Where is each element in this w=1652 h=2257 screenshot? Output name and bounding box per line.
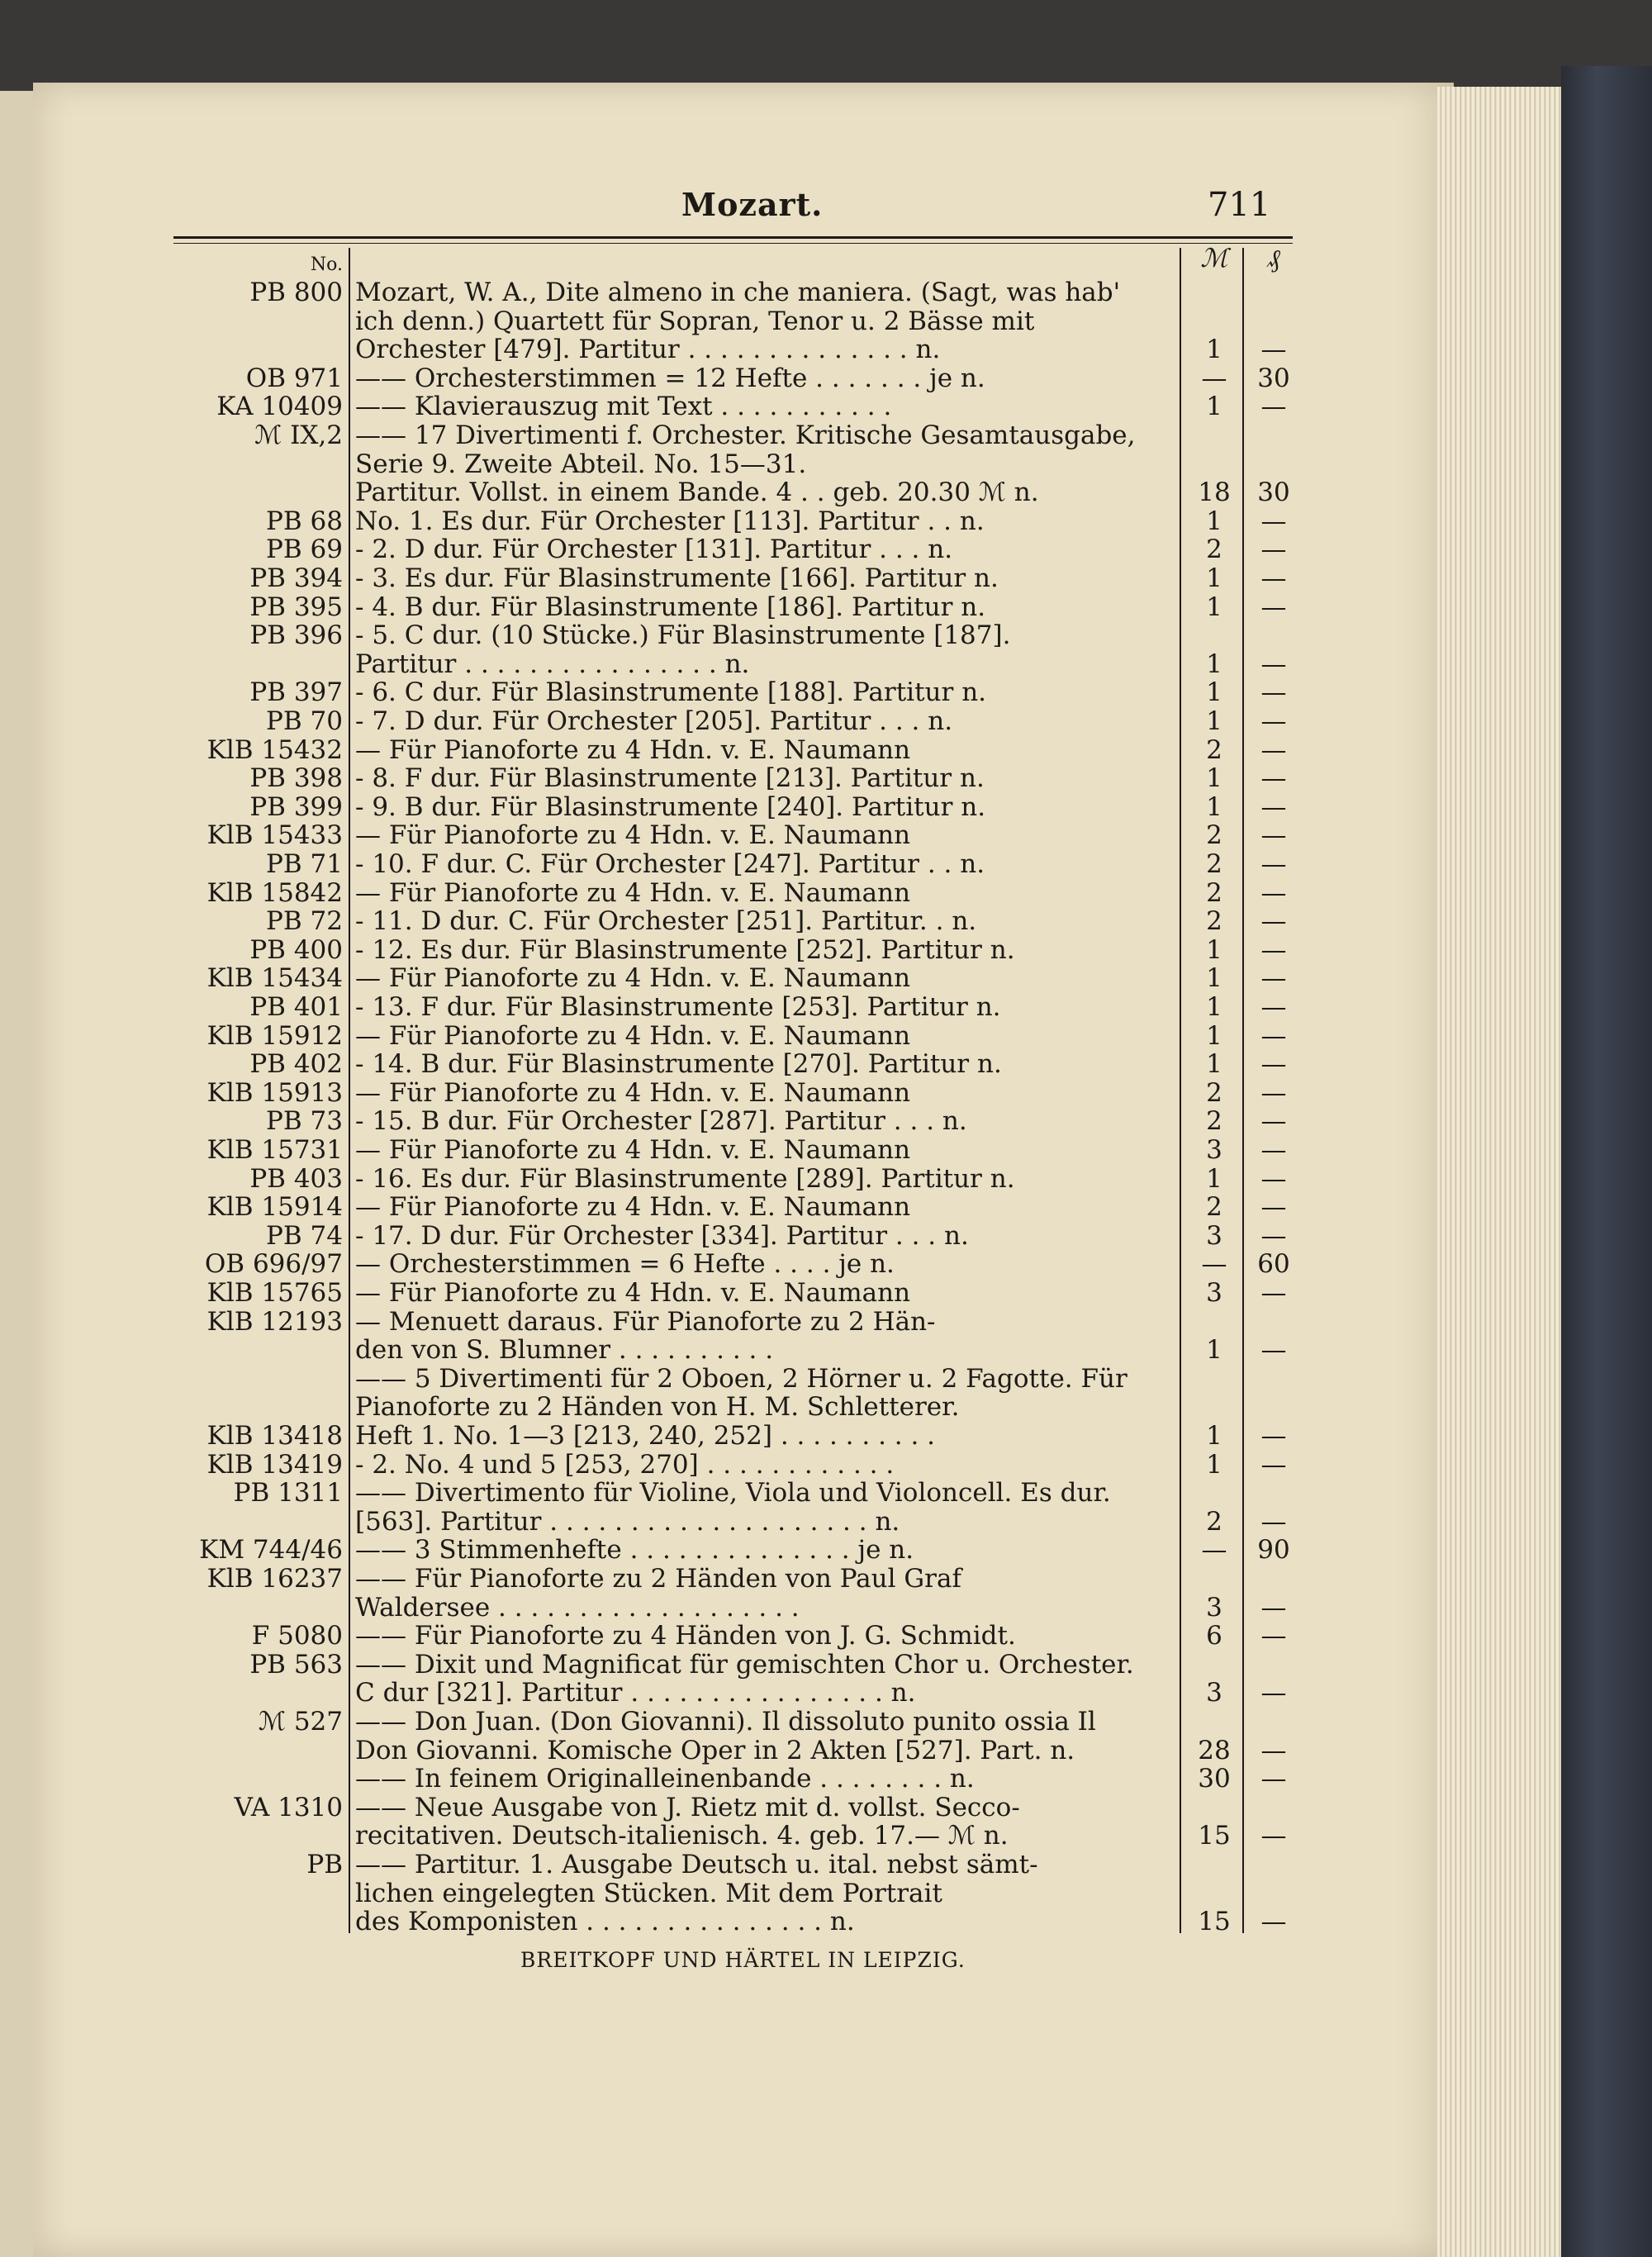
entry-text: Orchester [479]. Partitur . . . . . . . . . . . . . . n. (355, 335, 941, 364)
entry-price-pfennig: — (1260, 1021, 1287, 1051)
entry-price-pfennig (1241, 1793, 1307, 1822)
entry-price-mark: 30 (1198, 1764, 1231, 1794)
column-divider-no (349, 248, 350, 1933)
entry-text: recitativen. Deutsch-italienisch. 4. geb. 17.— ℳ n. (355, 1821, 1009, 1851)
entry-text: —— Klavierauszug mit Text . . . . . . . . . . . (355, 392, 892, 421)
entry-number: KA 10409 (216, 392, 343, 421)
entry-price-mark: 1 (1206, 992, 1222, 1022)
entry-price-pfennig (1241, 1307, 1307, 1337)
entry-number: PB 395 (249, 592, 343, 622)
entry-number: KlB 15913 (206, 1078, 343, 1108)
entry-number: KlB 15842 (206, 878, 343, 908)
entry-price-pfennig: — (1260, 935, 1287, 965)
column-header-no: No. (310, 254, 343, 275)
entry-price-pfennig: 30 (1257, 363, 1290, 393)
entry-number: KlB 15914 (206, 1192, 343, 1222)
entry-price-pfennig: — (1260, 1135, 1287, 1165)
entry-text: - 2. D dur. Für Orchester [131]. Partitur . . . n. (355, 535, 953, 564)
entry-number: PB 401 (249, 992, 343, 1022)
entry-price-pfennig (1241, 278, 1307, 307)
entry-number (169, 478, 343, 507)
entry-text: —— Orchesterstimmen = 12 Hefte . . . . . . . je n. (355, 363, 985, 393)
left-page-edge (0, 91, 33, 2257)
entry-text: Don Giovanni. Komische Oper in 2 Akten [527]. Part. n. (355, 1736, 1075, 1765)
entry-price-mark: 15 (1198, 1907, 1231, 1936)
entry-number (169, 1335, 343, 1365)
entry-price-pfennig: — (1260, 535, 1287, 564)
entry-price-mark: 1 (1206, 506, 1222, 536)
entry-price-mark: 2 (1206, 1192, 1222, 1222)
entry-number: PB 396 (249, 620, 343, 650)
entry-text: — Für Pianoforte zu 4 Hdn. v. E. Naumann (355, 1192, 911, 1222)
entry-number (169, 649, 343, 679)
entry-price-mark: 15 (1198, 1821, 1231, 1851)
entry-number (169, 1392, 343, 1422)
column-header-mark: ℳ (1200, 244, 1228, 273)
page-stack-edges (1437, 87, 1561, 2257)
entry-price-mark: 1 (1206, 1335, 1222, 1365)
entry-number: PB 72 (266, 906, 343, 936)
entry-text: Pianoforte zu 2 Händen von H. M. Schletterer. (355, 1392, 960, 1422)
entry-text: - 7. D dur. Für Orchester [205]. Partitur . . . n. (355, 706, 953, 736)
entry-text: - 6. C dur. Für Blasinstrumente [188]. Partitur n. (355, 677, 987, 707)
book-cover (1561, 66, 1652, 2257)
entry-price-mark: 6 (1206, 1621, 1222, 1651)
column-header-pf: ₰ (1267, 244, 1280, 273)
entry-price-pfennig: — (1260, 1678, 1287, 1708)
entry-text: - 10. F dur. C. Für Orchester [247]. Partitur . . n. (355, 849, 985, 879)
entry-text: —— 17 Divertimenti f. Orchester. Kritische Gesamtausgabe, (355, 421, 1136, 450)
entry-text: - 9. B dur. Für Blasinstrumente [240]. Partitur n. (355, 792, 986, 822)
entry-text: - 8. F dur. Für Blasinstrumente [213]. Partitur n. (355, 763, 985, 793)
entry-price-mark: 3 (1206, 1593, 1222, 1623)
entry-price-mark: 3 (1206, 1678, 1222, 1708)
entry-text: —— 5 Divertimenti für 2 Oboen, 2 Hörner u. 2 Fagotte. Für (355, 1364, 1127, 1394)
header-rule-thin (173, 243, 1293, 244)
entry-price-pfennig: — (1260, 1164, 1287, 1194)
entry-number (169, 1821, 343, 1851)
entry-text: - 12. Es dur. Für Blasinstrumente [252]. Partitur n. (355, 935, 1015, 965)
entry-price-pfennig: — (1260, 677, 1287, 707)
entry-number: VA 1310 (234, 1793, 343, 1822)
entry-price-pfennig: — (1260, 963, 1287, 993)
entry-price-mark: 2 (1206, 878, 1222, 908)
entry-text: Partitur. Vollst. in einem Bande. 4 . . geb. 20.30 ℳ n. (355, 478, 1039, 507)
entry-price-pfennig: — (1260, 1278, 1287, 1308)
entry-price-mark: 1 (1206, 1049, 1222, 1079)
entry-text: —— 3 Stimmenhefte . . . . . . . . . . . . . . je n. (355, 1535, 914, 1565)
entry-text: — Für Pianoforte zu 4 Hdn. v. E. Naumann (355, 1021, 911, 1051)
entry-text: Heft 1. No. 1—3 [213, 240, 252] . . . . . . . . . . (355, 1421, 936, 1451)
entry-price-mark: 1 (1206, 1164, 1222, 1194)
entry-number: KlB 13418 (206, 1421, 343, 1451)
entry-text: — Für Pianoforte zu 4 Hdn. v. E. Naumann (355, 878, 911, 908)
entry-text: — Menuett daraus. Für Pianoforte zu 2 Hän- (355, 1307, 936, 1337)
entry-price-mark: 1 (1206, 763, 1222, 793)
entry-text: —— Dixit und Magnificat für gemischten Chor u. Orchester. (355, 1650, 1134, 1680)
entry-price-mark: 1 (1206, 392, 1222, 421)
entry-text: C dur [321]. Partitur . . . . . . . . . . . . . . . . n. (355, 1678, 916, 1708)
entry-price-pfennig: — (1260, 649, 1287, 679)
entry-price-pfennig: — (1260, 735, 1287, 765)
entry-price-mark: — (1201, 1535, 1227, 1565)
page-number: 711 (1208, 186, 1271, 224)
entry-text: — Für Pianoforte zu 4 Hdn. v. E. Naumann (355, 963, 911, 993)
entry-price-pfennig: — (1260, 1049, 1287, 1079)
entry-price-pfennig: — (1260, 592, 1287, 622)
entry-text: —— Für Pianoforte zu 4 Händen von J. G. Schmidt. (355, 1621, 1016, 1651)
entry-number: PB 394 (249, 563, 343, 593)
entry-number: PB 70 (266, 706, 343, 736)
header-rule-thick (173, 236, 1293, 239)
entry-number (169, 1364, 343, 1394)
entry-price-pfennig: — (1260, 1821, 1287, 1851)
entry-number: PB 1311 (233, 1478, 343, 1508)
entry-price-pfennig: — (1260, 1593, 1287, 1623)
entry-price-mark: 1 (1206, 1021, 1222, 1051)
entry-price-pfennig: — (1260, 906, 1287, 936)
entry-number (169, 1879, 343, 1908)
entry-text: [563]. Partitur . . . . . . . . . . . . . . . . . . . . n. (355, 1507, 900, 1537)
entry-price-pfennig: — (1260, 335, 1287, 364)
entry-text: —— Don Juan. (Don Giovanni). Il dissoluto punito ossia Il (355, 1707, 1096, 1737)
entry-text: - 2. No. 4 und 5 [253, 270] . . . . . . . . . . . . (355, 1450, 895, 1480)
entry-number: KlB 15765 (206, 1278, 343, 1308)
entry-text: - 11. D dur. C. Für Orchester [251]. Partitur. . n. (355, 906, 977, 936)
entry-number: PB 402 (249, 1049, 343, 1079)
entry-price-pfennig: 30 (1257, 478, 1290, 507)
entry-number (169, 1678, 343, 1708)
entry-price-pfennig (1241, 1707, 1307, 1737)
entry-price-pfennig (1241, 1564, 1307, 1594)
entry-price-pfennig (1241, 1879, 1307, 1908)
entry-number: OB 971 (245, 363, 343, 393)
entry-text: - 5. C dur. (10 Stücke.) Für Blasinstrumente [187]. (355, 620, 1011, 650)
entry-price-pfennig: 90 (1257, 1535, 1290, 1565)
entry-price-pfennig (1241, 449, 1307, 479)
entry-price-mark: 2 (1206, 820, 1222, 850)
entry-text: - 3. Es dur. Für Blasinstrumente [166]. Partitur n. (355, 563, 999, 593)
entry-number: KlB 16237 (206, 1564, 343, 1594)
entry-number: PB 403 (249, 1164, 343, 1194)
entry-text: — Für Pianoforte zu 4 Hdn. v. E. Naumann (355, 1135, 911, 1165)
entry-price-mark: 2 (1206, 535, 1222, 564)
entry-number: OB 696/97 (204, 1249, 343, 1279)
entry-number: PB 563 (249, 1650, 343, 1680)
entry-number: KlB 15433 (206, 820, 343, 850)
entry-number: PB 73 (266, 1106, 343, 1136)
entry-text: — Orchesterstimmen = 6 Hefte . . . . je n. (355, 1249, 895, 1279)
entry-price-mark: 1 (1206, 935, 1222, 965)
entry-number: PB 400 (249, 935, 343, 965)
entry-price-pfennig: — (1260, 706, 1287, 736)
entry-price-pfennig: — (1260, 1621, 1287, 1651)
entry-text: — Für Pianoforte zu 4 Hdn. v. E. Naumann (355, 1278, 911, 1308)
entry-number (169, 1907, 343, 1936)
entry-text: —— Neue Ausgabe von J. Rietz mit d. vollst. Secco- (355, 1793, 1020, 1822)
entry-price-mark: 28 (1198, 1736, 1231, 1765)
entry-price-pfennig: — (1260, 878, 1287, 908)
entry-price-mark: 3 (1206, 1221, 1222, 1251)
entry-text: Mozart, W. A., Dite almeno in che maniera. (Sagt, was hab' (355, 278, 1121, 307)
entry-price-mark: 1 (1206, 563, 1222, 593)
entry-price-mark: — (1201, 1249, 1227, 1279)
entry-price-mark: 2 (1206, 735, 1222, 765)
entry-number (169, 306, 343, 336)
entry-number: PB (306, 1850, 343, 1879)
entry-price-pfennig: — (1260, 763, 1287, 793)
entry-price-pfennig (1241, 1364, 1307, 1394)
entry-number: KlB 15731 (206, 1135, 343, 1165)
entry-number: KlB 15912 (206, 1021, 343, 1051)
entry-number: F 5080 (251, 1621, 343, 1651)
entry-text: — Für Pianoforte zu 4 Hdn. v. E. Naumann (355, 735, 911, 765)
entry-price-pfennig: — (1260, 506, 1287, 536)
entry-text: —— Für Pianoforte zu 2 Händen von Paul Graf (355, 1564, 961, 1594)
entry-number: PB 399 (249, 792, 343, 822)
entry-price-mark: 1 (1206, 1421, 1222, 1451)
entry-number: KM 744/46 (199, 1535, 343, 1565)
entry-number: PB 74 (266, 1221, 343, 1251)
entry-price-pfennig (1241, 1478, 1307, 1508)
entry-text: - 13. F dur. Für Blasinstrumente [253]. Partitur n. (355, 992, 1001, 1022)
entry-price-mark: 1 (1206, 1450, 1222, 1480)
entry-price-pfennig: — (1260, 849, 1287, 879)
entry-price-mark: 2 (1206, 1078, 1222, 1108)
entry-price-pfennig: — (1260, 820, 1287, 850)
entry-number (169, 1764, 343, 1794)
entry-number: PB 397 (249, 677, 343, 707)
entry-price-mark: 2 (1206, 849, 1222, 879)
entry-number: KlB 15434 (206, 963, 343, 993)
publisher-footer: BREITKOPF UND HÄRTEL IN LEIPZIG. (520, 1948, 966, 1972)
entry-number (169, 449, 343, 479)
entry-number: PB 800 (249, 278, 343, 307)
entry-price-pfennig: — (1260, 1764, 1287, 1794)
entry-number (169, 1507, 343, 1537)
entry-price-mark: 1 (1206, 963, 1222, 993)
entry-price-pfennig: — (1260, 1192, 1287, 1222)
entry-text: ich denn.) Quartett für Sopran, Tenor u. 2 Bässe mit (355, 306, 1035, 336)
entry-text: — Für Pianoforte zu 4 Hdn. v. E. Naumann (355, 1078, 911, 1108)
entry-number: ℳ 527 (258, 1707, 343, 1737)
entry-price-mark: 3 (1206, 1278, 1222, 1308)
entry-text: - 15. B dur. Für Orchester [287]. Partitur . . . n. (355, 1106, 967, 1136)
entry-price-pfennig: — (1260, 392, 1287, 421)
entry-price-pfennig: — (1260, 1907, 1287, 1936)
entry-price-pfennig: — (1260, 792, 1287, 822)
entry-number: ℳ IX,2 (254, 421, 343, 450)
entry-number: KlB 13419 (206, 1450, 343, 1480)
entry-price-mark: 1 (1206, 649, 1222, 679)
entry-price-pfennig: 60 (1257, 1249, 1290, 1279)
entry-price-mark: 2 (1206, 906, 1222, 936)
entry-price-pfennig: — (1260, 992, 1287, 1022)
entry-number (169, 1736, 343, 1765)
entry-price-mark: 1 (1206, 677, 1222, 707)
entry-number (169, 335, 343, 364)
entry-price-pfennig: — (1260, 1450, 1287, 1480)
entry-number: KlB 12193 (206, 1307, 343, 1337)
entry-price-pfennig (1241, 306, 1307, 336)
entry-price-pfennig (1241, 1392, 1307, 1422)
entry-price-pfennig: — (1260, 1106, 1287, 1136)
entry-price-mark: 3 (1206, 1135, 1222, 1165)
entry-price-pfennig: — (1260, 1078, 1287, 1108)
entry-text: lichen eingelegten Stücken. Mit dem Portrait (355, 1879, 942, 1908)
entry-price-pfennig: — (1260, 1736, 1287, 1765)
entry-price-mark: 1 (1206, 706, 1222, 736)
entry-text: —— Partitur. 1. Ausgabe Deutsch u. ital. nebst sämt- (355, 1850, 1038, 1879)
entry-price-pfennig (1241, 1850, 1307, 1879)
entry-price-mark: 1 (1206, 592, 1222, 622)
entry-price-pfennig (1241, 620, 1307, 650)
entry-price-pfennig (1241, 421, 1307, 450)
entry-text: No. 1. Es dur. Für Orchester [113]. Partitur . . n. (355, 506, 985, 536)
entry-price-mark: 1 (1206, 335, 1222, 364)
entry-number (169, 1593, 343, 1623)
entry-text: —— Divertimento für Violine, Viola und Violoncell. Es dur. (355, 1478, 1111, 1508)
entry-number: PB 71 (266, 849, 343, 879)
entry-price-pfennig (1241, 1650, 1307, 1680)
entry-number: PB 68 (266, 506, 343, 536)
entry-price-pfennig: — (1260, 1507, 1287, 1537)
entry-text: - 4. B dur. Für Blasinstrumente [186]. Partitur n. (355, 592, 986, 622)
entry-text: — Für Pianoforte zu 4 Hdn. v. E. Naumann (355, 820, 911, 850)
entry-price-mark: 18 (1198, 478, 1231, 507)
entry-price-mark: 2 (1206, 1507, 1222, 1537)
entry-text: Serie 9. Zweite Abteil. No. 15—31. (355, 449, 807, 479)
entry-text: —— In feinem Originalleinenbande . . . . . . . . n. (355, 1764, 975, 1794)
entry-price-pfennig: — (1260, 1335, 1287, 1365)
entry-text: Waldersee . . . . . . . . . . . . . . . . . . . (355, 1593, 800, 1623)
entry-text: - 17. D dur. Für Orchester [334]. Partitur . . . n. (355, 1221, 969, 1251)
page-title: Mozart. (681, 186, 824, 223)
entry-number: KlB 15432 (206, 735, 343, 765)
entry-number: PB 69 (266, 535, 343, 564)
entry-price-pfennig: — (1260, 1421, 1287, 1451)
entry-price-pfennig: — (1260, 563, 1287, 593)
entry-price-mark: — (1201, 363, 1227, 393)
entry-price-mark: 1 (1206, 792, 1222, 822)
entry-text: des Komponisten . . . . . . . . . . . . . . . n. (355, 1907, 855, 1936)
entry-text: - 16. Es dur. Für Blasinstrumente [289]. Partitur n. (355, 1164, 1015, 1194)
entry-number: PB 398 (249, 763, 343, 793)
entry-text: - 14. B dur. Für Blasinstrumente [270]. Partitur n. (355, 1049, 1002, 1079)
entry-text: den von S. Blumner . . . . . . . . . . (355, 1335, 774, 1365)
entry-text: Partitur . . . . . . . . . . . . . . . . n. (355, 649, 750, 679)
entry-price-mark: 2 (1206, 1106, 1222, 1136)
entry-price-pfennig: — (1260, 1221, 1287, 1251)
